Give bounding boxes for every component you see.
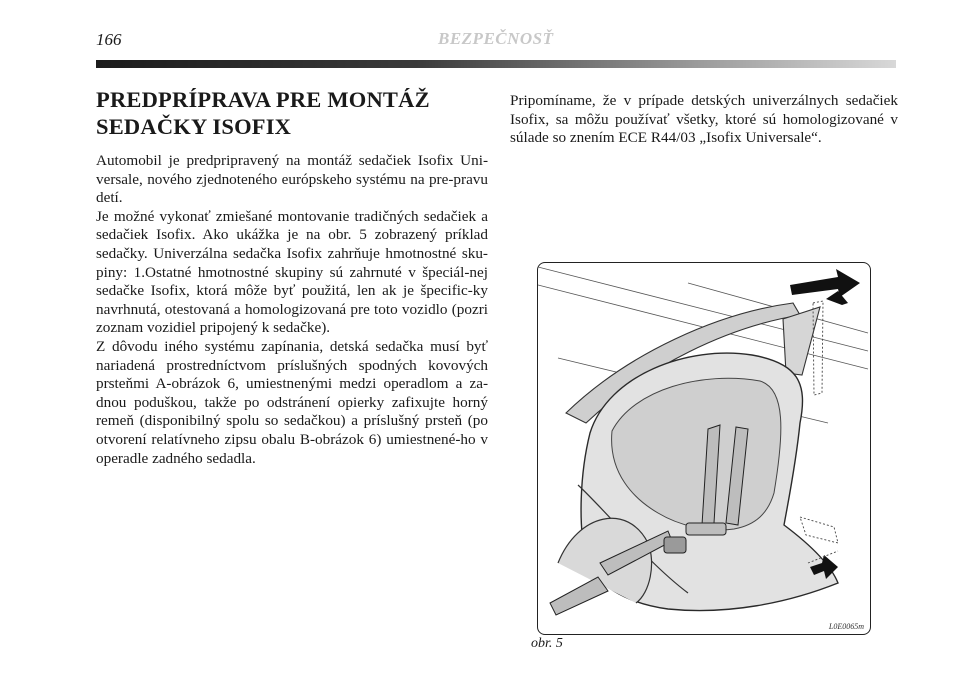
paragraph-2: Je možné vykonať zmiešané montovanie tradičných sedačiek a sedačiek Isofix. Ako ukážka je na obr. 5 zobrazený príklad sedačky. Univerzálna sedačka Isofix zahrňuje hmotnostné sku-piny: 1.Ostatné hmotnostné skupiny sú zahrnuté v špeciál-nej sedačke Isofix, ktorá môže byť použitá, len ak je špecific-ky navrhnutá, otestovaná a homologizovaná pre toto vozidlo (pozri zoznam vozidiel pripojený k sedačke). bbox=[96, 207, 488, 337]
paragraph-3: Z dôvodu iného systému zapínania, detská sedačka musí byť nariadená prostredníctvom príslušných spodných kovových prsteňmi A-obrázok 6, umiestnenými medzi operadlom a za-dnou poduškou, takže po odstránení opierky zafixujte horný remeň (disponibilný spolu so sedačkou) a príslušný prsteň (po otvorení relatívneho zipsu obalu B-obrázok 6) umiestnené-ho v operadle zadného sedadla. bbox=[96, 337, 488, 467]
right-column bbox=[510, 92, 898, 148]
article-heading bbox=[96, 86, 488, 140]
heading-line-2: SEDAČKY ISOFIX bbox=[96, 114, 292, 139]
heading-line-1: PREDPRÍPRAVA PRE MONTÁŽ bbox=[96, 87, 430, 112]
paragraph-right: Pripomíname, že v prípade detských univerzálnych sedačiek Isofix, sa môžu používať všetky, ktoré sú homologizované v súlade so znením ECE R44/03 „Isofix Universale“. bbox=[510, 92, 898, 147]
buckle bbox=[664, 537, 686, 553]
section-title: BEZPEČNOSŤ bbox=[438, 29, 554, 48]
page-number: 166 bbox=[96, 30, 122, 49]
paragraph-1: Automobil je predpripravený na montáž sedačiek Isofix Uni-versale, nového zjednoteného európskeho systému na pre-pravu detí. bbox=[96, 152, 488, 207]
header-rule bbox=[96, 60, 896, 68]
figure-caption: obr. 5 bbox=[531, 636, 563, 651]
child-seat-illustration bbox=[538, 263, 870, 634]
left-column bbox=[96, 86, 488, 468]
figure-code: L0E0065m bbox=[828, 622, 864, 631]
figure-frame bbox=[537, 262, 871, 635]
